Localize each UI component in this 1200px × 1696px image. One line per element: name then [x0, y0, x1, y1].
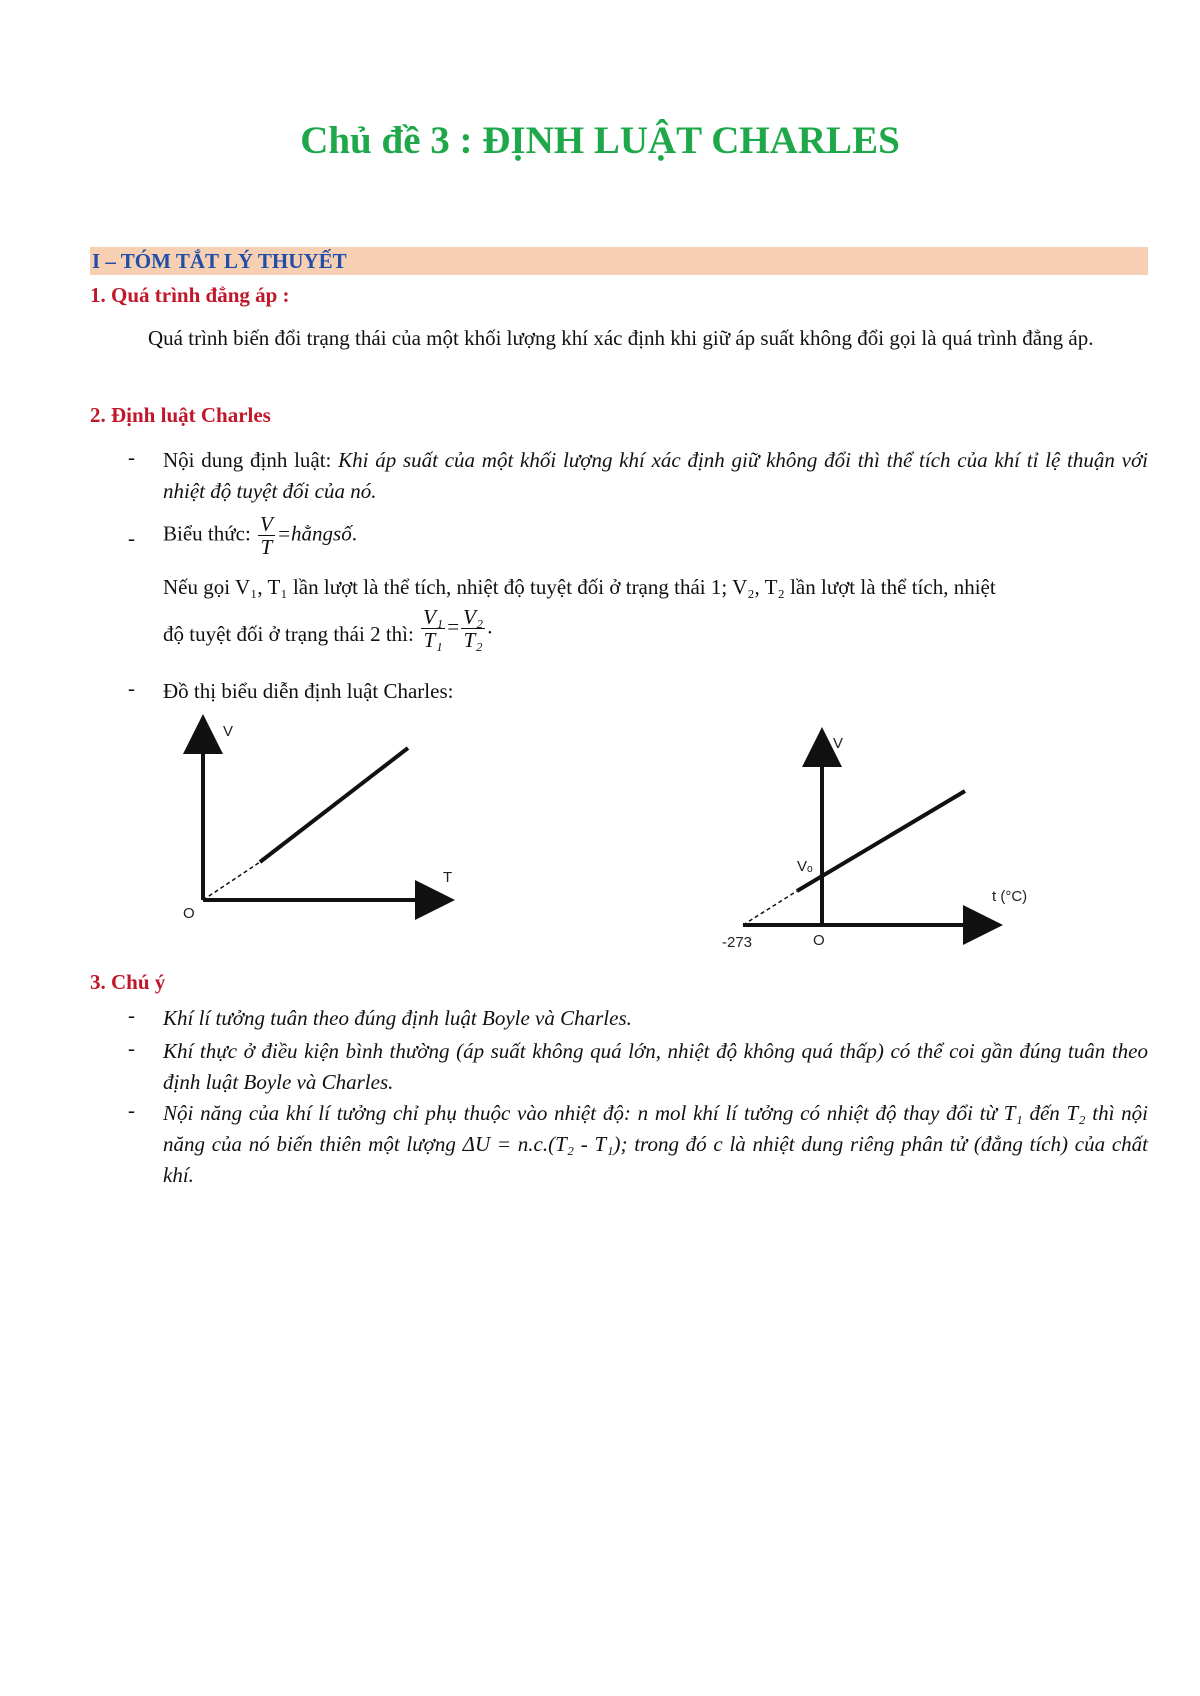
bullet: -	[128, 1036, 135, 1060]
origin-label: O	[813, 932, 825, 949]
equals-sign: =	[447, 614, 460, 639]
fraction-numerator: V₁	[423, 605, 444, 629]
y-axis-label: V	[223, 723, 234, 740]
absolute-zero-label: -273	[722, 934, 753, 951]
fraction-v-over-t	[258, 513, 275, 558]
bullet: -	[128, 1003, 135, 1027]
note-item: Khí lí tưởng tuân theo đúng định luật Boyle và Charles.	[163, 1006, 632, 1030]
expression-rhs: =hằngsố	[276, 521, 352, 546]
law-expression	[163, 513, 1148, 558]
bullet: -	[128, 1098, 135, 1122]
page-title: Chủ đề 3 : ĐỊNH LUẬT CHARLES	[300, 119, 900, 162]
condition-end: .	[487, 614, 493, 639]
origin-label: O	[183, 905, 195, 922]
isobar-line	[260, 748, 408, 862]
bullet: -	[128, 676, 135, 700]
fraction-denominator: T₂	[463, 628, 483, 652]
note-item: Khí thực ở điều kiện bình thường (áp suất không quá lớn, nhiệt độ không quá thấp) có thể coi gần đúng tuân theo định luật Boyle và Charles.	[163, 1039, 1148, 1094]
graph-label: Đồ thị biểu diễn định luật Charles:	[163, 679, 454, 703]
section-heading-theory: I – TÓM TẮT LÝ THUYẾT	[90, 247, 1148, 275]
condition-text: độ tuyệt đối ở trạng thái 2 thì:	[163, 622, 414, 647]
heading-notes: 3. Chú ý	[90, 970, 166, 994]
expression-end: .	[351, 521, 357, 546]
extrapolation-dashed-line	[203, 862, 260, 900]
expression-label: Biểu thức:	[163, 521, 251, 546]
fraction-v1-over-t1	[421, 606, 445, 651]
fraction-v2-over-t2	[461, 606, 485, 651]
fraction-denominator: T₁	[423, 628, 443, 652]
law-content	[163, 445, 1148, 507]
fraction-numerator: V₂	[463, 605, 484, 629]
fraction-denominator: T	[260, 535, 273, 559]
graph-v-vs-celsius	[715, 725, 1028, 955]
x-axis-label: T	[443, 869, 453, 886]
fraction-numerator: V	[260, 512, 273, 536]
intercept-label: Vₒ	[797, 858, 813, 875]
law-content-label: Nội dung định luật:	[163, 448, 332, 472]
x-axis-label: t (°C)	[992, 888, 1028, 905]
note-item: Nội năng của khí lí tưởng chỉ phụ thuộc vào nhiệt độ: n mol khí lí tưởng có nhiệt độ thay đổi từ T₁ đến T₂ thì nội năng của nó biến thiên một lượng ΔU = n.c.(T₂ - T₁); trong đó c là nhiệt dung riêng phân tử (đẳng tích) của chất khí.	[163, 1101, 1148, 1187]
condition-line-2	[163, 606, 1148, 651]
law-content-text: Khi áp suất của một khối lượng khí xác định giữ không đổi thì thể tích của khí tỉ lệ thuận với nhiệt độ tuyệt đối của nó.	[163, 448, 1148, 503]
isobaric-definition: Quá trình biến đổi trạng thái của một khối lượng khí xác định khi giữ áp suất không đổi gọi là quá trình đẳng áp.	[148, 326, 1094, 350]
heading-charles-law: 2. Định luật Charles	[90, 403, 271, 427]
heading-isobaric-process: 1. Quá trình đẳng áp :	[90, 283, 290, 307]
graph-v-vs-t	[175, 710, 465, 930]
condition-line-1: Nếu gọi V₁, T₁ lần lượt là thể tích, nhiệt độ tuyệt đối ở trạng thái 1; V₂, T₂ lần lượt là thể tích, nhiệt	[163, 575, 996, 599]
bullet: -	[128, 445, 135, 469]
y-axis-label: V	[833, 735, 844, 752]
bullet: -	[128, 526, 135, 550]
extrapolation-dashed-line	[743, 891, 797, 925]
